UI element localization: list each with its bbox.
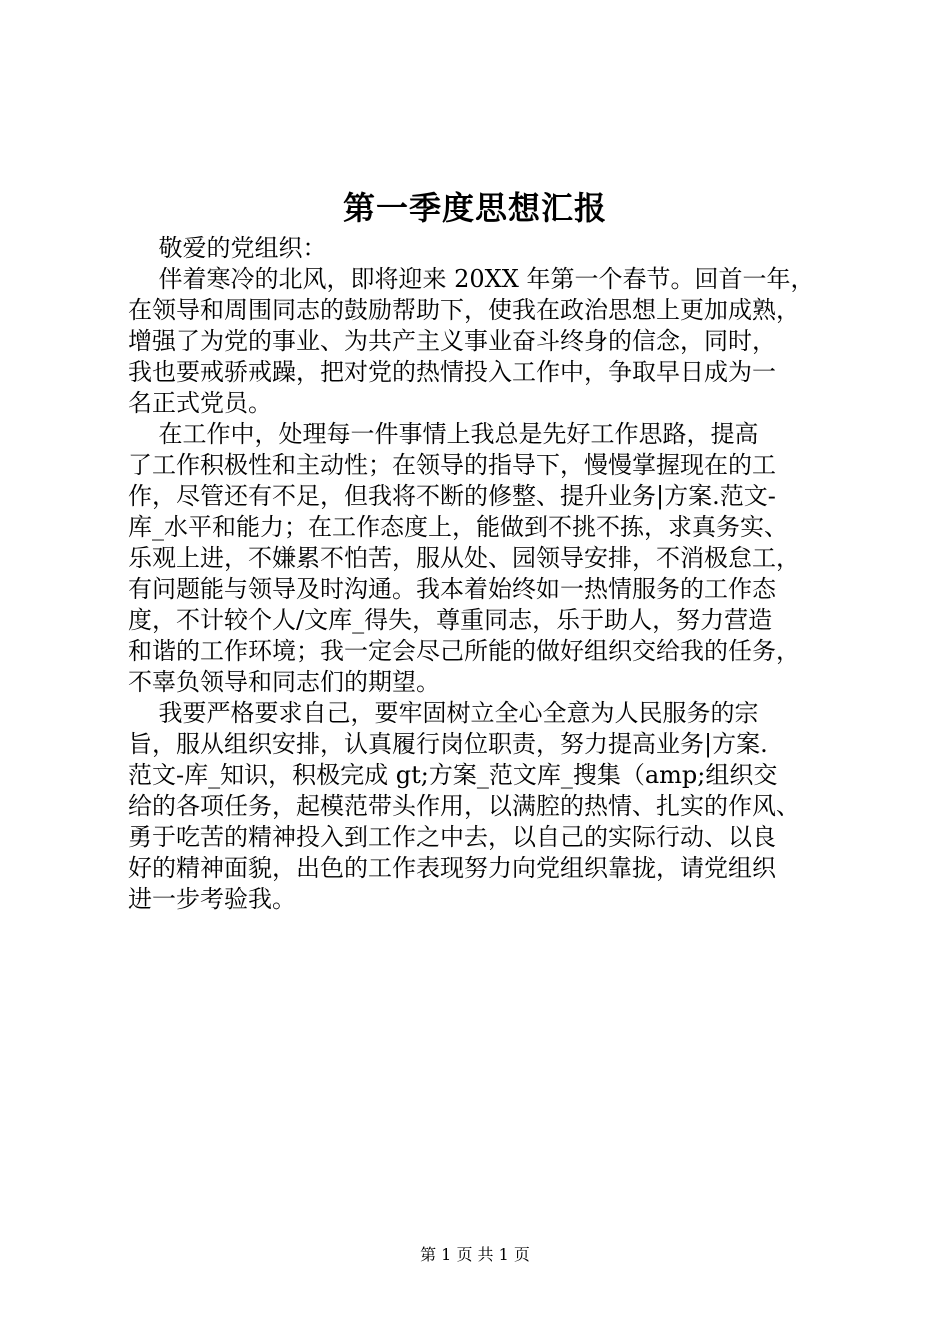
body-line: 伴着寒冷的北风，即将迎来 20XX 年第一个春节。回首一年， xyxy=(128,265,815,293)
document-body xyxy=(128,233,848,915)
body-line: 好的精神面貌，出色的工作表现努力向党组织靠拢，请党组织 xyxy=(128,854,776,882)
body-line: 名正式党员。 xyxy=(128,389,272,417)
body-line: 进一步考验我。 xyxy=(128,885,296,913)
body-line: 不辜负领导和同志们的期望。 xyxy=(128,668,440,696)
body-line: 增强了为党的事业、为共产主义事业奋斗终身的信念，同时， xyxy=(128,327,776,355)
body-line: 范文-库_知识，积极完成 gt;方案_范文库_搜集（amp;组织交 xyxy=(128,761,778,789)
body-line: 在工作中，处理每一件事情上我总是先好工作思路，提高 xyxy=(128,420,759,448)
body-line: 敬爱的党组织： xyxy=(128,234,327,262)
body-line: 乐观上进，不嫌累不怕苦，服从处、园领导安排，不消极怠工， xyxy=(128,544,800,572)
body-line: 勇于吃苦的精神投入到工作之中去，以自己的实际行动、以良 xyxy=(128,823,776,851)
body-line: 和谐的工作环境；我一定会尽己所能的做好组织交给我的任务， xyxy=(128,637,800,665)
body-line: 给的各项任务，起模范带头作用，以满腔的热情、扎实的作风、 xyxy=(128,792,800,820)
body-line: 了工作积极性和主动性；在领导的指导下，慢慢掌握现在的工 xyxy=(128,451,776,479)
body-line: 有问题能与领导及时沟通。我本着始终如一热情服务的工作态 xyxy=(128,575,776,603)
body-line: 我要严格要求自己，要牢固树立全心全意为人民服务的宗 xyxy=(128,699,759,727)
body-line: 库_水平和能力；在工作态度上，能做到不挑不拣，求真务实、 xyxy=(128,513,788,541)
page-footer: 第 1 页 共 1 页 xyxy=(420,1245,530,1264)
body-line: 度，不计较个人/文库_得失，尊重同志，乐于助人，努力营造 xyxy=(128,606,773,634)
body-line: 作，尽管还有不足，但我将不断的修整、提升业务|方案.范文- xyxy=(128,482,776,510)
body-line: 旨，服从组织安排，认真履行岗位职责，努力提高业务|方案. xyxy=(128,730,768,758)
page-title: 第一季度思想汇报 xyxy=(342,189,607,227)
body-line: 在领导和周围同志的鼓励帮助下，使我在政治思想上更加成熟， xyxy=(128,296,800,324)
body-line: 我也要戒骄戒躁，把对党的热情投入工作中，争取早日成为一 xyxy=(128,358,776,386)
